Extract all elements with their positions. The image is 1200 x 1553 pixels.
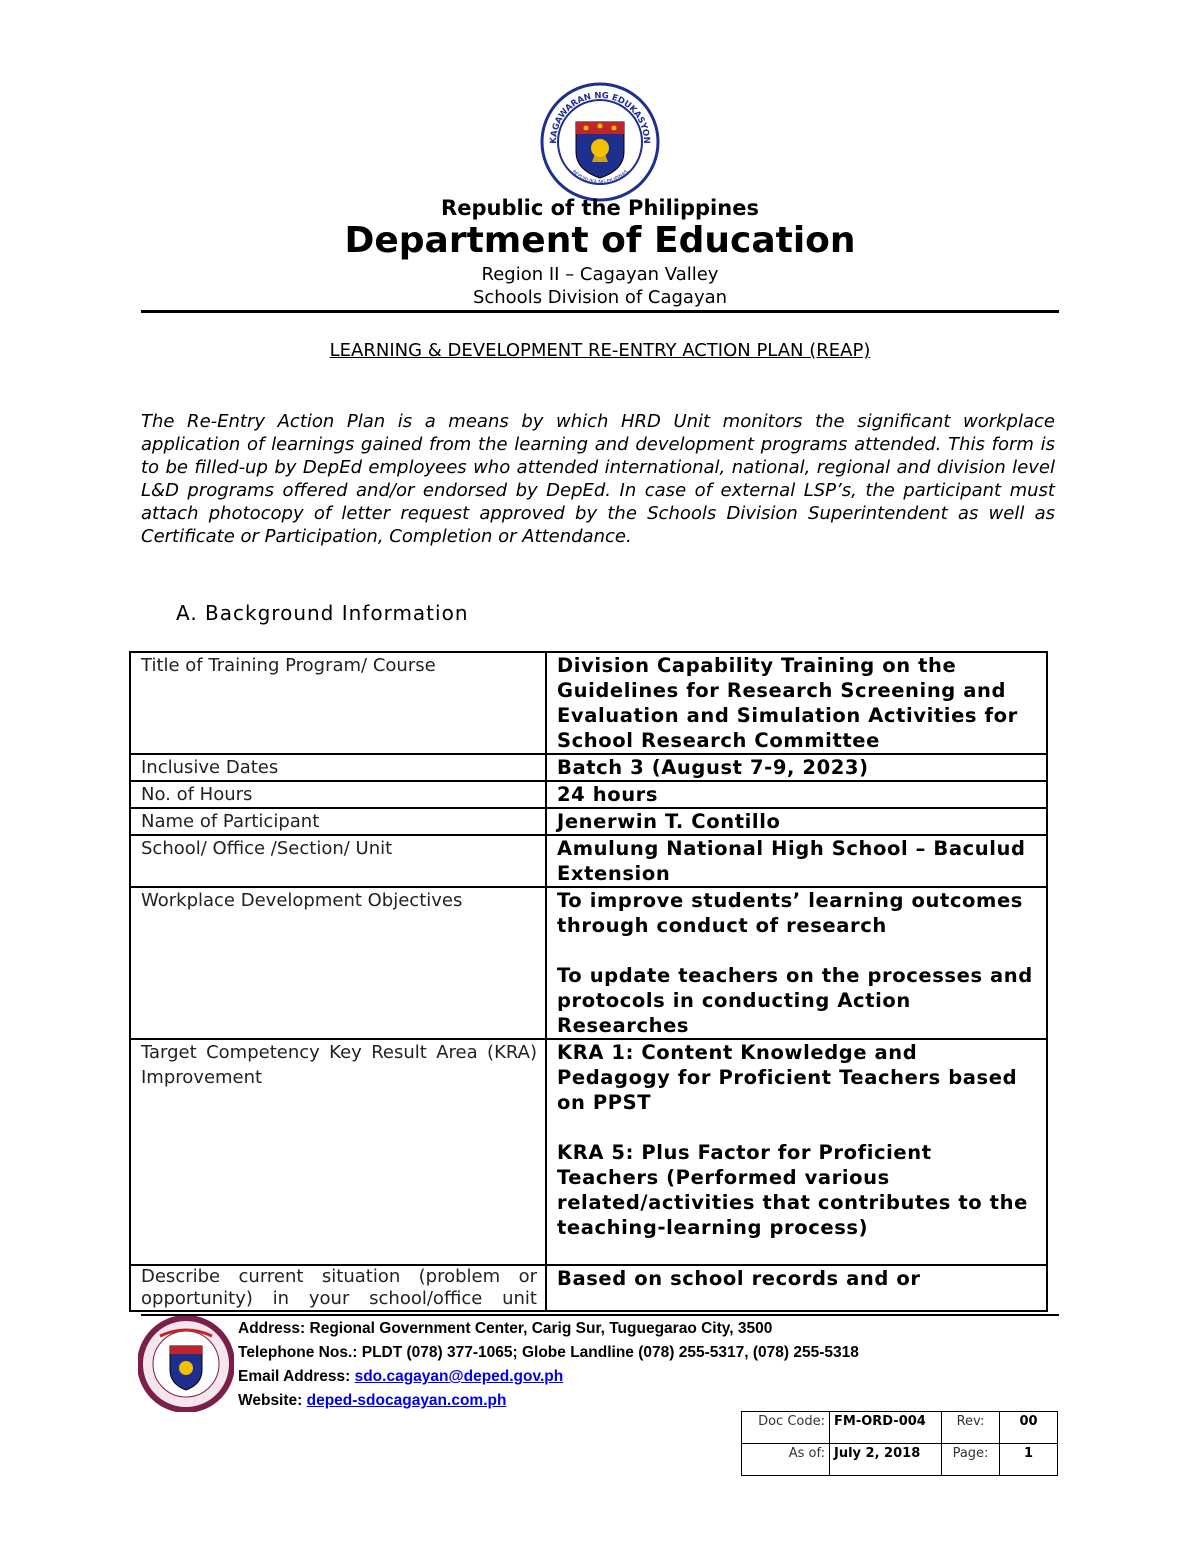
seal-bottom-text: REPUBLIKA NG PILIPINAS bbox=[570, 168, 630, 186]
row-value: Based on school records and or bbox=[546, 1265, 1047, 1311]
as-of-label: As of: bbox=[742, 1444, 830, 1476]
republic-heading: Republic of the Philippines bbox=[441, 196, 759, 220]
row-label: Workplace Development Objectives bbox=[130, 887, 546, 1039]
rev-value: 00 bbox=[1000, 1412, 1058, 1444]
table-row bbox=[742, 1412, 1058, 1444]
section-a-heading: A. Background Information bbox=[176, 601, 469, 625]
row-label: Name of Participant bbox=[130, 808, 546, 835]
address-label: Address: bbox=[238, 1320, 306, 1337]
row-value: 24 hours bbox=[546, 781, 1047, 808]
website-label: Website: bbox=[238, 1392, 303, 1409]
address-value: Regional Government Center, Carig Sur, Tuguegarao City, 3500 bbox=[309, 1320, 773, 1337]
division-seal-logo bbox=[138, 1316, 234, 1412]
row-value: Batch 3 (August 7-9, 2023) bbox=[546, 754, 1047, 781]
row-label: School/ Office /Section/ Unit bbox=[130, 835, 546, 887]
page-value: 1 bbox=[1000, 1444, 1058, 1476]
kra-5: KRA 5: Plus Factor for Proficient Teachers (Performed various related/activities that contributes to the teaching-learning process) bbox=[557, 1141, 1028, 1239]
table-row bbox=[130, 781, 1047, 808]
doc-code-label: Doc Code: bbox=[742, 1412, 830, 1444]
form-title: LEARNING & DEVELOPMENT RE-ENTRY ACTION PLAN (REAP) bbox=[329, 340, 871, 361]
row-label: No. of Hours bbox=[130, 781, 546, 808]
seal-ring-text: KAGAWARAN NG EDUKASYON bbox=[548, 90, 652, 144]
email-link[interactable]: sdo.cagayan@deped.gov.ph bbox=[354, 1368, 564, 1385]
division-heading: Schools Division of Cagayan bbox=[472, 287, 728, 308]
row-label: Describe current situation (problem or opportunity) in your school/office unit bbox=[130, 1265, 546, 1311]
rev-label: Rev: bbox=[942, 1412, 1000, 1444]
row-label: Target Competency Key Result Area (KRA) Improvement bbox=[130, 1039, 546, 1265]
footer-website bbox=[238, 1392, 506, 1410]
objective-1: To improve students’ learning outcomes through conduct of research bbox=[557, 889, 1023, 937]
doc-code-value: FM-ORD-004 bbox=[830, 1412, 942, 1444]
header-divider bbox=[141, 310, 1059, 313]
department-heading: Department of Education bbox=[344, 220, 856, 261]
row-value bbox=[546, 887, 1047, 1039]
background-info-table bbox=[129, 651, 1048, 1312]
row-value: Division Capability Training on the Guidelines for Research Screening and Evaluation and Simulation Activities for School Research Committee bbox=[546, 652, 1047, 754]
row-label: Title of Training Program/ Course bbox=[130, 652, 546, 754]
kra-1: KRA 1: Content Knowledge and Pedagogy for Proficient Teachers based on PPST bbox=[557, 1041, 1018, 1114]
table-row bbox=[130, 1265, 1047, 1311]
email-label: Email Address: bbox=[238, 1368, 351, 1385]
table-row bbox=[130, 887, 1047, 1039]
deped-seal-logo bbox=[540, 82, 660, 202]
as-of-value: July 2, 2018 bbox=[830, 1444, 942, 1476]
intro-paragraph: The Re-Entry Action Plan is a means by which HRD Unit monitors the significant workplace application of learnings gained from the learning and development programs attended. This form is to be filled-up by DepEd employees who attended international, national, regional and division level L&D programs offered and/or endorsed by DepEd. In case of external LSP’s, the participant must attach photocopy of letter request approved by the Schools Division Superintendent as well as Certificate or Participation, Completion or Attendance. bbox=[141, 411, 1055, 547]
doc-control-table bbox=[741, 1411, 1058, 1476]
page-label: Page: bbox=[942, 1444, 1000, 1476]
row-value: Amulung National High School – Baculud Extension bbox=[546, 835, 1047, 887]
table-row bbox=[130, 835, 1047, 887]
footer-divider bbox=[141, 1314, 1059, 1316]
footer-address bbox=[238, 1320, 772, 1338]
telephone-label: Telephone Nos.: bbox=[238, 1344, 358, 1361]
region-heading: Region II – Cagayan Valley bbox=[481, 264, 719, 285]
footer-email bbox=[238, 1368, 563, 1386]
row-value: Jenerwin T. Contillo bbox=[546, 808, 1047, 835]
table-row bbox=[130, 808, 1047, 835]
table-row bbox=[130, 652, 1047, 754]
table-row bbox=[742, 1444, 1058, 1476]
footer-telephone bbox=[238, 1344, 859, 1362]
telephone-value: PLDT (078) 377-1065; Globe Landline (078) 255-5317, (078) 255-5318 bbox=[361, 1344, 859, 1361]
row-label: Inclusive Dates bbox=[130, 754, 546, 781]
objective-2: To update teachers on the processes and protocols in conducting Action Researches bbox=[557, 964, 1033, 1037]
table-row bbox=[130, 1039, 1047, 1265]
table-row bbox=[130, 754, 1047, 781]
row-value bbox=[546, 1039, 1047, 1265]
website-link[interactable]: deped-sdocagayan.com.ph bbox=[306, 1392, 507, 1409]
